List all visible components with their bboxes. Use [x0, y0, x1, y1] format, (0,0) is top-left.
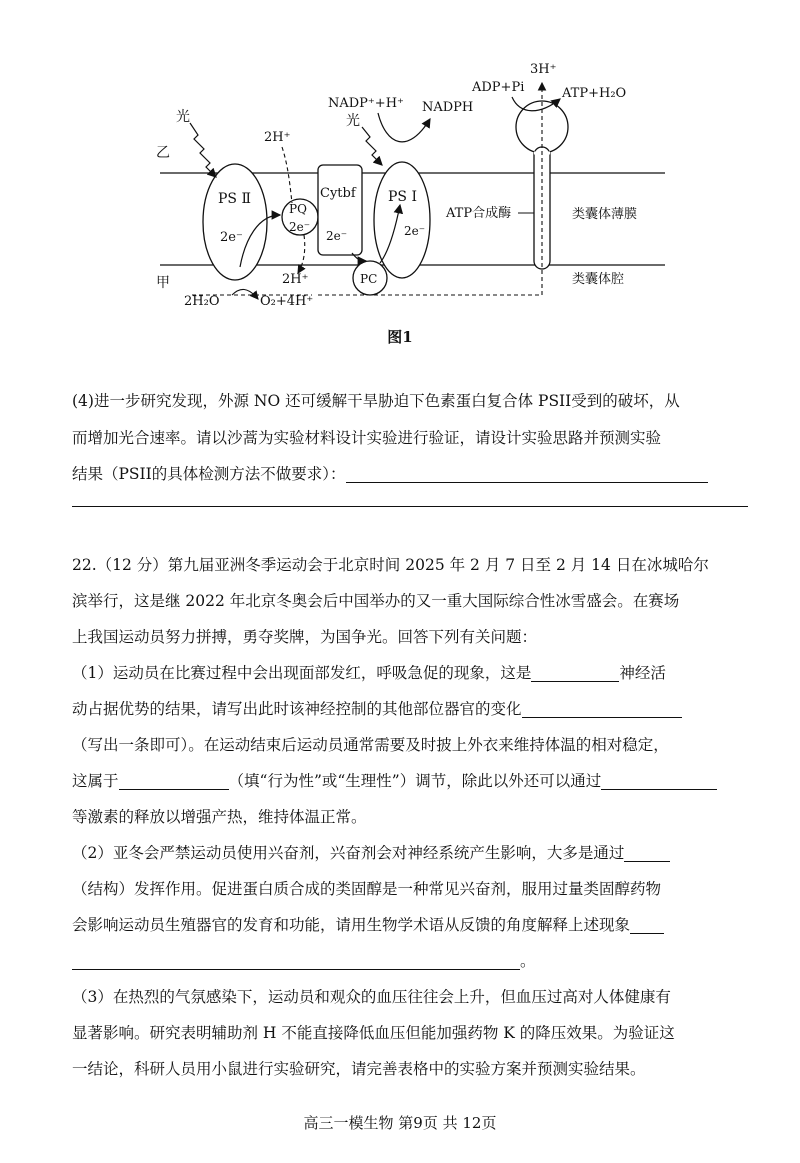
q22-p1-line-5: 等激素的释放以增强产热，维持体温正常。 [72, 808, 367, 826]
pc-label: PC [360, 272, 378, 286]
q4-line-3 [72, 457, 748, 491]
cytbf-electron-label: 2e⁻ [326, 229, 348, 243]
oxygen-label: O₂+4H⁺ [260, 294, 314, 309]
answer-blank-q4-b[interactable] [72, 506, 748, 507]
three-h-label: 3H⁺ [530, 62, 557, 77]
q22-p1-line-2 [72, 692, 748, 726]
q22-p3-line-1: （3）在热烈的气氛感染下，运动员和观众的血压往往会上升，但血压过高对人体健康有 [72, 988, 671, 1006]
q22-p1-l4-b: （填“行为性”或“生理性”）调节，除此以外还可以通过 [228, 772, 602, 790]
q22-p1-line-4 [72, 764, 748, 798]
q22-p2-l1: （2）亚冬会严禁运动员使用兴奋剂，兴奋剂会对神经系统产生影响，大多是通过 [72, 844, 625, 862]
lumen-label: 类囊体腔 [572, 272, 625, 287]
q4-line-3-text: 结果（PSII的具体检测方法不做要求）： [72, 465, 346, 483]
figure-caption: 图1 [387, 328, 413, 346]
q22-p3-line-3: 一结论，科研人员用小鼠进行实验研究，请完善表格中的实验方案并预测实验结果。 [72, 1060, 646, 1078]
figure-1-diagram [140, 55, 680, 315]
q22-p2-line-4 [72, 944, 748, 978]
answer-blank-nerve[interactable] [531, 661, 619, 682]
q22-p2-line-3 [72, 908, 748, 942]
answer-blank-q4-a[interactable] [346, 462, 708, 483]
answer-blank-hormone[interactable] [601, 769, 717, 790]
nadp-label: NADP⁺+H⁺ [328, 96, 404, 111]
atp-synthase-label: ATP合成酶 [446, 206, 512, 221]
answer-blank-feedback-b[interactable] [72, 949, 520, 970]
answer-blank-regulation-type[interactable] [119, 769, 229, 790]
side-jia-label: 甲 [156, 275, 170, 291]
nadph-label: NADPH [422, 100, 474, 115]
pq-electron-label: 2e⁻ [289, 220, 311, 234]
proton-dashed-path-top [282, 147, 292, 203]
psii-label: PS Ⅱ [218, 191, 251, 207]
q22-p2-line-1 [72, 836, 748, 870]
page-footer: 高三一模生物 第9页 共 12页 [303, 1114, 497, 1132]
q22-p1-l4-a: 这属于 [72, 772, 119, 790]
answer-blank-structure[interactable] [624, 841, 670, 862]
h-top-label: 2H⁺ [264, 130, 291, 145]
psi-label: PS Ⅰ [388, 189, 417, 205]
light-right-arrow [362, 127, 382, 165]
q22-p2-l4-end: 。 [520, 952, 536, 970]
q22-p1-l1-b: 神经活 [619, 664, 666, 682]
pq-label: PQ [289, 202, 307, 216]
atp-label: ATP+H₂O [562, 86, 627, 101]
cytbf-label: Cytbf [320, 186, 356, 201]
q22-p1-line-1 [72, 656, 748, 690]
q22-p2-line-2: （结构）发挥作用。促进蛋白质合成的类固醇是一种常见兴奋剂，服用过量类固醇药物 [72, 880, 662, 898]
psi-electron-label: 2e⁻ [404, 224, 426, 238]
adp-label: ADP+Pi [472, 80, 525, 95]
q22-p1-l1-a: （1）运动员在比赛过程中会出现面部发红，呼吸急促的现象，这是 [72, 664, 532, 682]
q22-p3-line-2: 显著影响。研究表明辅助剂 H 不能直接降低血压但能加强药物 K 的降压效果。为验证这 [72, 1024, 675, 1042]
side-yi-label: 乙 [156, 145, 170, 161]
answer-blank-feedback-a[interactable] [630, 913, 664, 934]
psii-electron-label: 2e⁻ [220, 230, 243, 245]
water-label: 2H₂O [184, 294, 220, 309]
answer-blank-organ-change[interactable] [522, 697, 682, 718]
light-left-arrow [190, 123, 216, 177]
membrane-label: 类囊体薄膜 [572, 207, 638, 222]
q22-intro-line-3: 上我国运动员努力拼搏，勇夺奖牌，为国争光。回答下列有关问题： [72, 628, 538, 646]
h-bottom-label: 2H⁺ [282, 272, 309, 287]
light-right-label: 光 [346, 113, 360, 129]
q22-p2-l3: 会影响运动员生殖器官的发育和功能，请用生物学术语从反馈的角度解释上述现象 [72, 916, 631, 934]
q4-line-2: 而增加光合速率。请以沙蒿为实验材料设计实验进行验证，请设计实验思路并预测实验 [72, 429, 662, 447]
q22-p1-line-3: （写出一条即可）。在运动结束后运动员通常需要及时披上外衣来维持体温的相对稳定， [72, 736, 669, 754]
light-left-label: 光 [176, 109, 190, 125]
psii-complex [203, 164, 267, 280]
q22-p1-l2: 动占据优势的结果，请写出此时该神经控制的其他部位器官的变化 [72, 700, 522, 718]
q4-line-1: (4)进一步研究发现，外源 NO 还可缓解干旱胁迫下色素蛋白复合体 PSII受到的破坏，从 [72, 392, 680, 410]
q22-intro-line-1: 22.（12 分）第九届亚洲冬季运动会于北京时间 2025 年 2 月 7 日至 2 月 14 日在冰城哈尔 [72, 556, 709, 574]
q22-intro-line-2: 滨举行，这是继 2022 年北京冬奥会后中国举办的又一重大国际综合性冰雪盛会。在赛场 [72, 592, 680, 610]
